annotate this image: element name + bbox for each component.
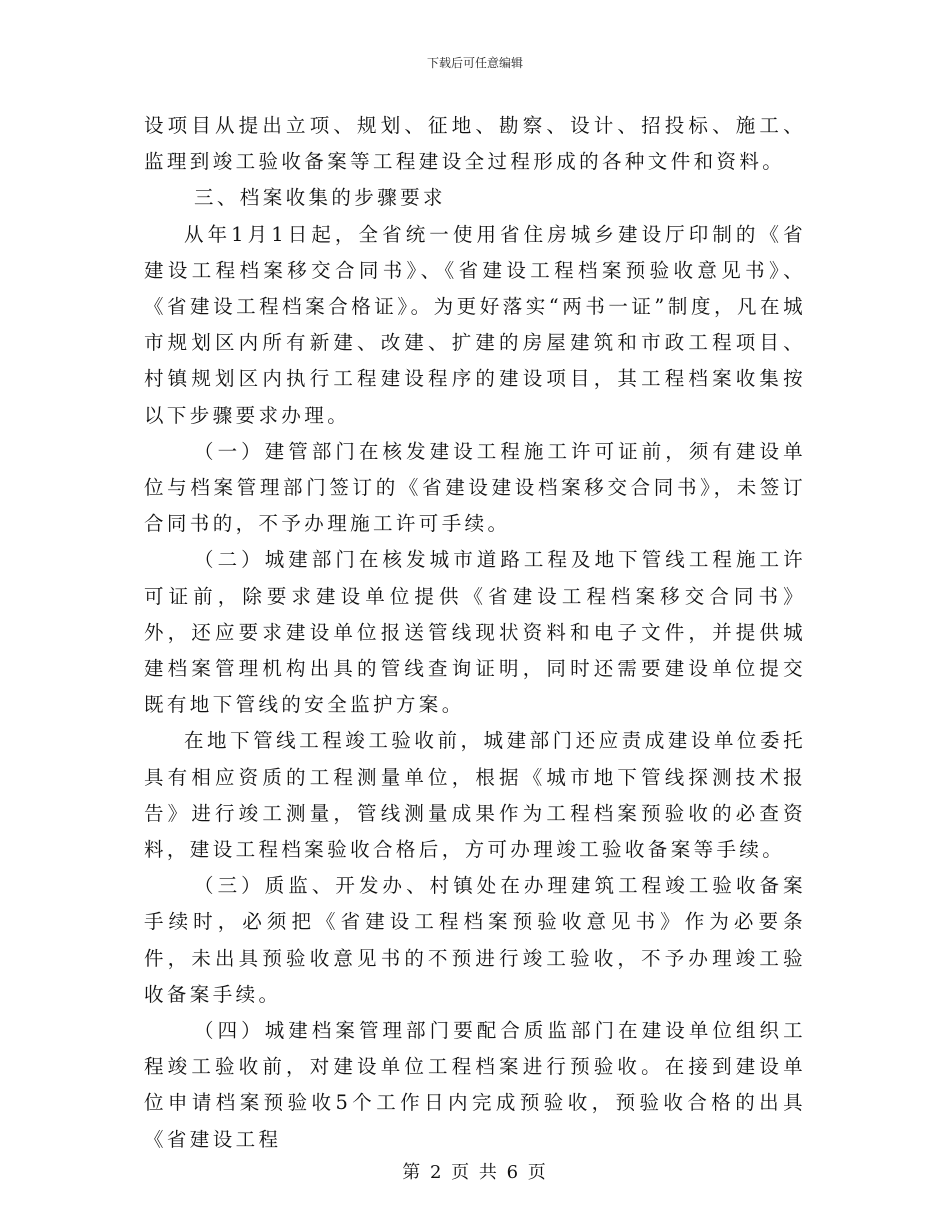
- paragraph-item-2-detail: 在地下管线工程竣工验收前，城建部门还应责成建设单位委托具有相应资质的工程测量单位，根据《城市地下管线探测技术报告》进行竣工测量，管线测量成果作为工程档案预验收的必查资料，建设工程档案验收合格后，方可办理竣工验收备案等手续。: [144, 729, 806, 862]
- paragraph-item-3: （三）质监、开发办、村镇处在办理建筑工程竣工验收备案手续时，必须把《省建设工程档案预验收意见书》作为必要条件，未出具预验收意见书的不预进行竣工验收，不予办理竣工验收备案手续。: [144, 874, 806, 1006]
- section-heading: 三、档案收集的步骤要求: [194, 186, 446, 210]
- paragraph-item-4: （四）城建档案管理部门要配合质监部门在建设单位组织工程竣工验收前，对建设单位工程档案进行预验收。在接到建设单位申请档案预验收5个工作日内完成预验收，预验收合格的出具《省建设工程: [144, 1019, 806, 1151]
- paragraph-intro: 从年1月1日起，全省统一使用省住房城乡建设厅印制的《省建设工程档案移交合同书》、《省建设工程档案预验收意见书》、《省建设工程档案合格证》。为更好落实“两书一证”制度，凡在城市规划区内所有新建、改建、扩建的房屋建筑和市政工程项目、村镇规划区内执行工程建设程序的建设项目，其工程档案收集按以下步骤要求办理。: [144, 222, 806, 427]
- paragraph-item-2: （二）城建部门在核发城市道路工程及地下管线工程施工许可证前，除要求建设单位提供《省建设工程档案移交合同书》外，还应要求建设单位报送管线现状资料和电子文件，并提供城建档案管理机构出具的管线查询证明，同时还需要建设单位提交既有地下管线的安全监护方案。: [144, 548, 806, 717]
- page-number-footer: 第 2 页 共 6 页: [402, 1162, 548, 1183]
- paragraph-continuation: 设项目从提出立项、规划、征地、勘察、设计、招投标、施工、监理到竣工验收备案等工程建设全过程形成的各种文件和资料。: [144, 114, 806, 174]
- paragraph-item-1: （一）建管部门在核发建设工程施工许可证前，须有建设单位与档案管理部门签订的《省建设建设档案移交合同书》，未签订合同书的，不予办理施工许可手续。: [144, 439, 806, 536]
- page-header: 下载后可任意编辑: [426, 56, 523, 70]
- document-body: [144, 108, 806, 1158]
